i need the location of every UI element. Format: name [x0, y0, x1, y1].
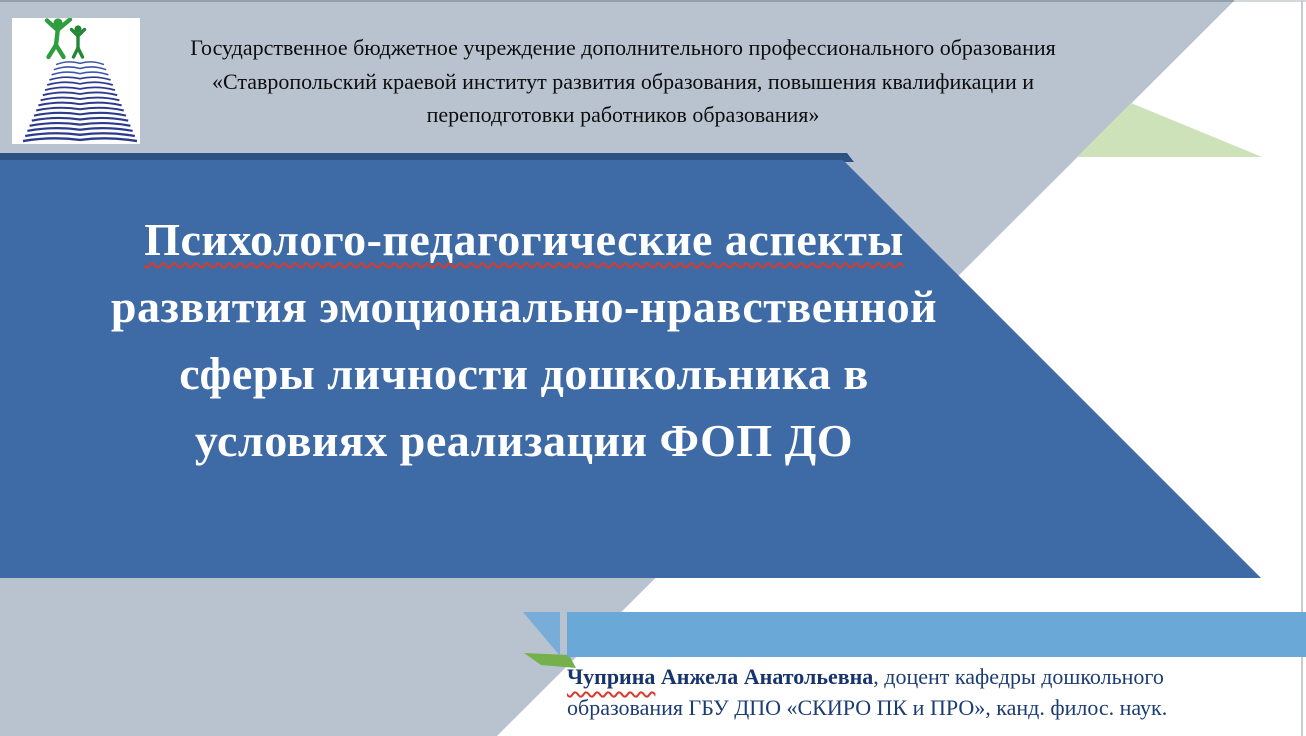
book-line: [34, 113, 126, 116]
book-line: [41, 98, 120, 101]
title-line-3: сферы личности дошкольника в: [179, 348, 869, 399]
open-book-lines: [23, 62, 137, 141]
book-line: [45, 87, 115, 90]
title-line-1: Психолого-педагогические аспекты: [144, 214, 904, 265]
book-line: [27, 128, 132, 131]
book-line: [23, 138, 137, 141]
adult-figure: [47, 18, 70, 57]
book-line: [56, 62, 104, 65]
author-credits: [567, 661, 1187, 723]
footer-accent-bar: [567, 612, 1306, 657]
author-role: , доцент кафедры дошкольного: [873, 664, 1164, 689]
title-line-4: условиях реализации ФОП ДО: [194, 415, 854, 466]
book-line: [43, 92, 117, 95]
book-line: [30, 123, 131, 126]
book-line: [47, 82, 113, 85]
book-line: [54, 67, 106, 70]
org-line-3: переподготовки работников образования»: [426, 102, 820, 127]
child-figure: [72, 25, 85, 57]
institute-logo: [12, 18, 140, 144]
title-line-2: развития эмоционально-нравственной: [110, 281, 938, 332]
book-line: [52, 72, 109, 75]
book-line: [38, 103, 121, 106]
book-line: [32, 118, 128, 121]
slide-title: [0, 206, 1048, 474]
org-header: [128, 31, 1118, 132]
author-line-1: [567, 661, 1187, 692]
book-line: [25, 133, 135, 136]
org-line-1: Государственное бюджетное учреждение дополнительного профессионального образования: [190, 35, 1056, 60]
author-name: Анжела Анатольевна: [655, 664, 874, 689]
author-line-2: образования ГБУ ДПО «СКИРО ПК и ПРО», канд. филос. наук.: [567, 695, 1168, 720]
people-over-open-book-icon: [12, 18, 140, 144]
book-line: [49, 77, 110, 80]
book-line: [36, 108, 124, 111]
org-line-2: «Ставропольский краевой институт развития образования, повышения квалификации и: [211, 68, 1034, 94]
slide-top-border: [0, 0, 1234, 2]
author-surname: Чуприна: [567, 664, 656, 689]
slide-top-border-right: [1234, 0, 1306, 2]
